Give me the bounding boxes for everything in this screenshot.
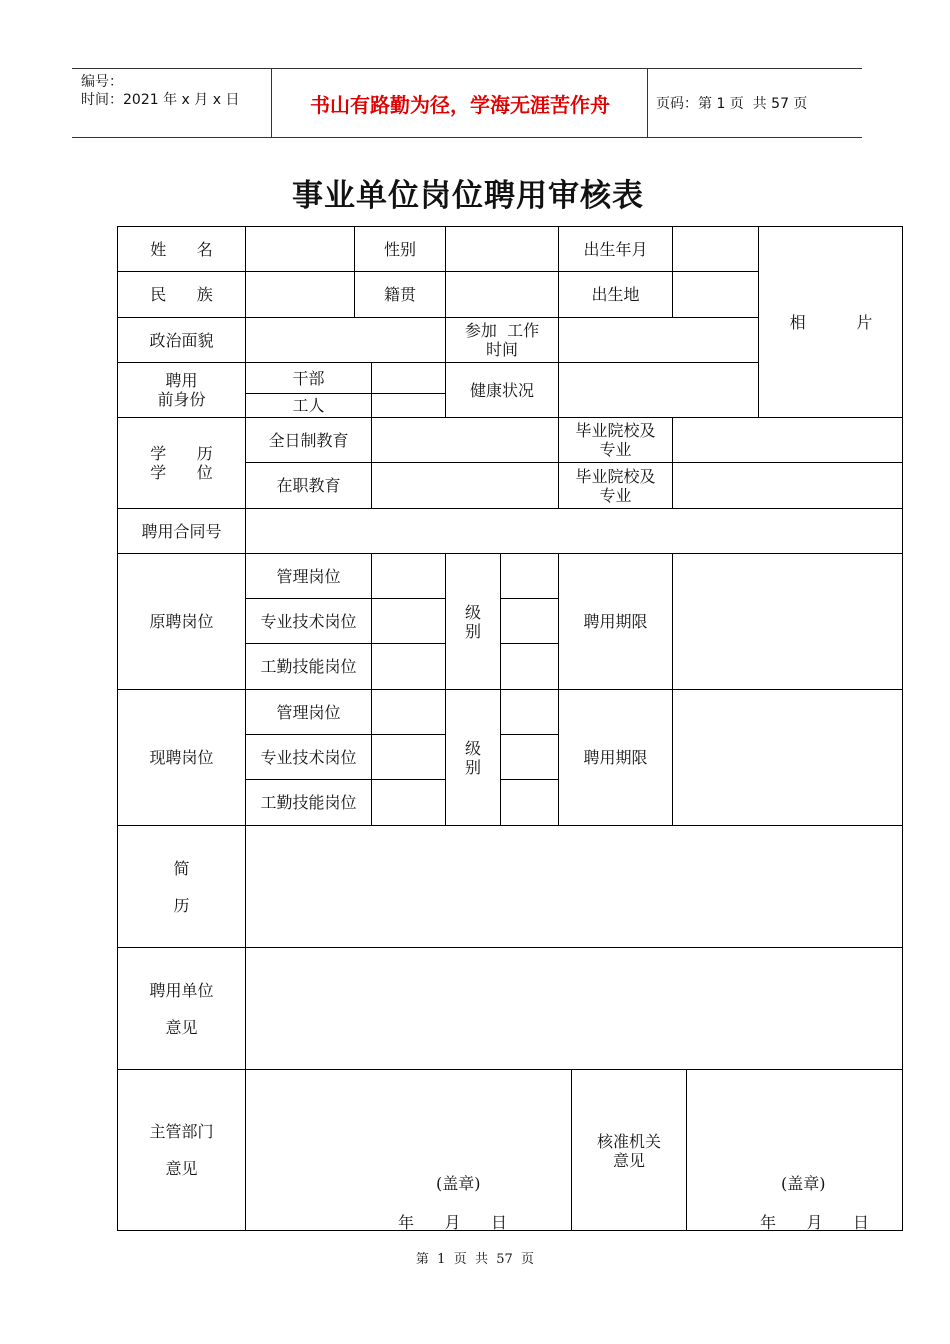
worker-field[interactable] — [372, 394, 446, 418]
birthplace-field[interactable] — [673, 272, 759, 318]
employer-opinion-line2: 意见 — [165, 1017, 198, 1037]
resume-line1: 简 — [173, 858, 190, 878]
page-footer: 第 1 页 共 57 页 — [415, 1252, 535, 1267]
photo-box[interactable]: 相 片 — [759, 227, 903, 418]
page-header — [72, 68, 862, 138]
native-field[interactable] — [446, 272, 559, 318]
resume-label — [118, 826, 246, 948]
fulltime-edu-label: 全日制教育 — [246, 418, 372, 463]
resume-field[interactable] — [246, 826, 903, 948]
school-field-1[interactable] — [673, 418, 903, 463]
resume-line2: 历 — [173, 895, 190, 915]
curr-post-label: 现聘岗位 — [118, 690, 246, 826]
curr-level-line2: 别 — [464, 757, 481, 777]
school-label-2 — [559, 463, 673, 509]
school-field-2[interactable] — [673, 463, 903, 509]
approval-line2: 意见 — [612, 1151, 645, 1170]
school-2-line1: 毕业院校及 — [575, 466, 656, 486]
orig-term-field[interactable] — [673, 554, 903, 690]
motto: 书山有路勤为径，学海无涯苦作舟 — [273, 69, 648, 137]
orig-skill-field[interactable] — [372, 644, 446, 690]
health-label: 健康状况 — [446, 363, 559, 418]
curr-skill-field[interactable] — [372, 780, 446, 826]
orig-level-line2: 别 — [464, 621, 481, 641]
dept-date-text: 年 月 日 — [398, 1213, 508, 1232]
ethnic-label: 民 族 — [118, 272, 246, 318]
education-line2: 学 位 — [150, 463, 213, 482]
education-label — [118, 418, 246, 509]
curr-term-field[interactable] — [673, 690, 903, 826]
native-label: 籍贯 — [355, 272, 446, 318]
approval-seal-text: (盖章) — [781, 1174, 826, 1193]
orig-tech-field[interactable] — [372, 599, 446, 644]
dept-opinion-line2: 意见 — [165, 1159, 198, 1178]
join-work-field[interactable] — [559, 318, 759, 363]
birth-label: 出生年月 — [559, 227, 673, 272]
orig-level-field-2[interactable] — [501, 599, 559, 644]
contract-label: 聘用合同号 — [118, 509, 246, 554]
school-2-line2: 专业 — [599, 485, 632, 505]
approval-label — [572, 1070, 687, 1230]
orig-term-label: 聘用期限 — [559, 554, 673, 690]
contract-field[interactable] — [246, 509, 903, 554]
orig-tech-label: 专业技术岗位 — [246, 599, 372, 644]
header-meta — [72, 69, 272, 137]
name-label: 姓 名 — [118, 227, 246, 272]
dept-opinion-line1: 主管部门 — [149, 1122, 214, 1141]
gender-label: 性别 — [355, 227, 446, 272]
join-work-label — [446, 318, 559, 363]
cadre-field[interactable] — [372, 363, 446, 394]
curr-level-field-3[interactable] — [501, 780, 559, 826]
school-1-line2: 专业 — [599, 440, 632, 459]
fulltime-edu-field[interactable] — [372, 418, 559, 463]
inservice-edu-field[interactable] — [372, 463, 559, 509]
approval-date-text: 年 月 日 — [760, 1213, 870, 1232]
employer-opinion-label — [118, 948, 246, 1070]
orig-level-label — [446, 554, 501, 690]
political-field[interactable] — [246, 318, 446, 363]
birth-field[interactable] — [673, 227, 759, 272]
cadre-label: 干部 — [246, 363, 372, 394]
orig-skill-label: 工勤技能岗位 — [246, 644, 372, 690]
dept-opinion-field[interactable] — [246, 1070, 572, 1230]
orig-level-field-1[interactable] — [501, 554, 559, 599]
curr-level-label — [446, 690, 501, 826]
name-field[interactable] — [246, 227, 355, 272]
orig-level-line1: 级 — [464, 602, 481, 622]
employer-opinion-field[interactable] — [246, 948, 903, 1070]
dept-seal-text: (盖章) — [436, 1174, 481, 1193]
school-1-line1: 毕业院校及 — [575, 421, 656, 440]
ethnic-field[interactable] — [246, 272, 355, 318]
curr-skill-label: 工勤技能岗位 — [246, 780, 372, 826]
curr-term-label: 聘用期限 — [559, 690, 673, 826]
education-line1: 学 历 — [150, 444, 213, 463]
join-work-line2: 时间 — [485, 340, 518, 359]
orig-level-field-3[interactable] — [501, 644, 559, 690]
number-label: 编号： — [81, 74, 123, 90]
employer-opinion-line1: 聘用单位 — [149, 980, 214, 1000]
orig-mgmt-field[interactable] — [372, 554, 446, 599]
orig-mgmt-label: 管理岗位 — [246, 554, 372, 599]
gender-field[interactable] — [446, 227, 559, 272]
dept-opinion-label — [118, 1070, 246, 1230]
inservice-edu-label: 在职教育 — [246, 463, 372, 509]
school-label-1 — [559, 418, 673, 463]
prev-identity-line1: 聘用 — [165, 371, 198, 390]
curr-level-field-2[interactable] — [501, 735, 559, 780]
approval-field[interactable] — [687, 1070, 903, 1230]
curr-level-field-1[interactable] — [501, 690, 559, 735]
curr-tech-field[interactable] — [372, 735, 446, 780]
approval-line1: 核准机关 — [596, 1132, 661, 1151]
birthplace-label: 出生地 — [559, 272, 673, 318]
document-title: 事业单位岗位聘用审核表 — [292, 178, 644, 214]
curr-level-line1: 级 — [464, 738, 481, 758]
worker-label: 工人 — [246, 394, 372, 418]
review-form — [117, 226, 903, 1231]
prev-identity-label — [118, 363, 246, 418]
curr-mgmt-label: 管理岗位 — [246, 690, 372, 735]
page-label: 页码：第 1 页 共 57 页 — [656, 96, 808, 112]
time-label: 时间：2021 年 x 月 x 日 — [81, 92, 240, 108]
orig-post-label: 原聘岗位 — [118, 554, 246, 690]
political-label: 政治面貌 — [118, 318, 246, 363]
prev-identity-line2: 前身份 — [157, 390, 206, 409]
curr-tech-label: 专业技术岗位 — [246, 735, 372, 780]
join-work-line1: 参加 工作 — [464, 321, 540, 340]
health-field[interactable] — [559, 363, 759, 418]
curr-mgmt-field[interactable] — [372, 690, 446, 735]
